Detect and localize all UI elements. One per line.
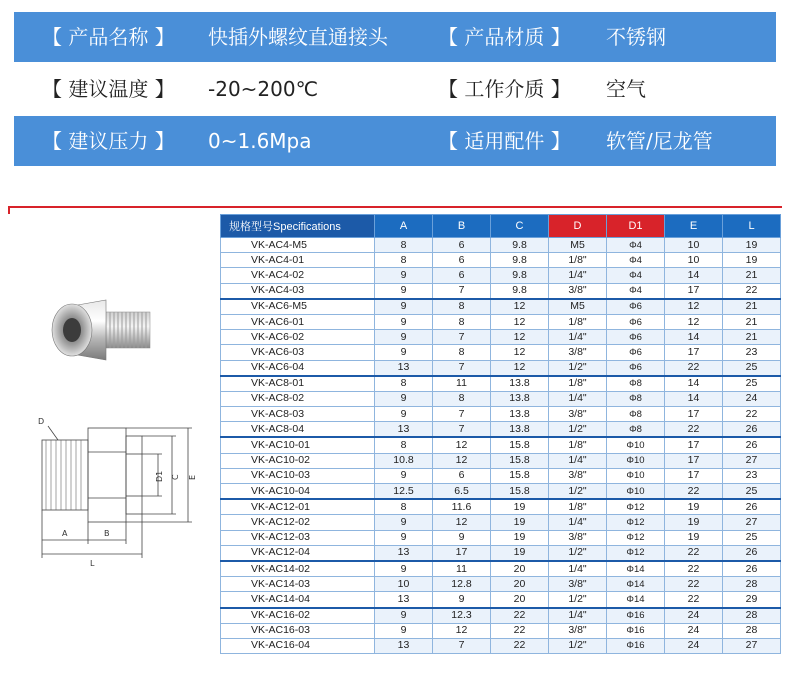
dimension-drawing: [42, 426, 192, 558]
value-cell-c: 20: [491, 561, 549, 577]
value-cell-d1: Φ6: [607, 345, 665, 360]
value-cell-e: 14: [665, 268, 723, 283]
value-cell-d1: Φ6: [607, 330, 665, 345]
fitting-photo: [52, 300, 150, 360]
model-cell: VK-AC12-04: [221, 545, 375, 561]
value-cell-d1: Φ12: [607, 515, 665, 530]
value-cell-b: 7: [433, 360, 491, 376]
value-cell-c: 22: [491, 608, 549, 624]
value-cell-d1: Φ16: [607, 623, 665, 638]
value-cell-e: 17: [665, 437, 723, 453]
model-cell: VK-AC8-02: [221, 391, 375, 406]
model-cell: VK-AC6-M5: [221, 299, 375, 315]
value-cell-a: 9: [375, 561, 433, 577]
value-cell-a: 12.5: [375, 484, 433, 500]
value-cell-e: 17: [665, 283, 723, 299]
value-cell-a: 13: [375, 360, 433, 376]
value-cell-l: 22: [723, 407, 781, 422]
value-fitting: 软管/尼龙管: [606, 129, 713, 153]
model-cell: VK-AC12-01: [221, 499, 375, 515]
value-cell-e: 24: [665, 623, 723, 638]
value-cell-l: 25: [723, 376, 781, 392]
column-header-spec: 规格型号Specifications: [221, 215, 375, 238]
value-cell-b: 6: [433, 268, 491, 283]
value-cell-b: 11.6: [433, 499, 491, 515]
table-row: [221, 345, 781, 360]
value-cell-d1: Φ8: [607, 422, 665, 438]
value-cell-l: 28: [723, 577, 781, 592]
model-cell: VK-AC6-02: [221, 330, 375, 345]
value-cell-c: 9.8: [491, 283, 549, 299]
value-cell-d1: Φ8: [607, 391, 665, 406]
value-cell-a: 10.8: [375, 453, 433, 468]
value-cell-l: 19: [723, 238, 781, 253]
value-cell-e: 22: [665, 561, 723, 577]
value-cell-d1: Φ12: [607, 530, 665, 545]
value-cell-l: 24: [723, 391, 781, 406]
value-cell-c: 15.8: [491, 437, 549, 453]
value-cell-d: 1/8": [549, 253, 607, 268]
value-cell-b: 12: [433, 437, 491, 453]
value-cell-d: 1/8": [549, 437, 607, 453]
value-cell-d1: Φ4: [607, 238, 665, 253]
value-cell-e: 19: [665, 515, 723, 530]
model-cell: VK-AC4-M5: [221, 238, 375, 253]
value-cell-d: M5: [549, 238, 607, 253]
table-row: [221, 608, 781, 624]
value-cell-d: 3/8": [549, 577, 607, 592]
table-row: [221, 422, 781, 438]
value-cell-b: 7: [433, 422, 491, 438]
column-header-e: E: [665, 215, 723, 238]
value-cell-d1: Φ4: [607, 268, 665, 283]
table-row: [221, 283, 781, 299]
value-cell-c: 9.8: [491, 268, 549, 283]
value-cell-a: 13: [375, 545, 433, 561]
value-cell-b: 7: [433, 283, 491, 299]
value-cell-c: 22: [491, 638, 549, 653]
dim-label-d: D: [38, 417, 45, 426]
value-product-name: 快插外螺纹直通接头: [208, 25, 388, 49]
table-row: [221, 468, 781, 483]
value-cell-e: 22: [665, 484, 723, 500]
model-cell: VK-AC10-01: [221, 437, 375, 453]
model-cell: VK-AC10-02: [221, 453, 375, 468]
value-cell-d: 1/2": [549, 592, 607, 608]
model-cell: VK-AC8-04: [221, 422, 375, 438]
label-pressure: 【 建议压力 】: [42, 129, 175, 153]
value-cell-l: 26: [723, 545, 781, 561]
value-cell-c: 15.8: [491, 468, 549, 483]
value-material: 不锈钢: [606, 25, 666, 49]
value-cell-l: 26: [723, 422, 781, 438]
model-cell: VK-AC6-04: [221, 360, 375, 376]
value-cell-e: 14: [665, 330, 723, 345]
value-cell-d: 1/2": [549, 360, 607, 376]
table-row: [221, 561, 781, 577]
spec-table-head: [221, 215, 781, 238]
panel-corner-rule: [8, 206, 10, 214]
value-cell-c: 12: [491, 360, 549, 376]
value-cell-d: 1/4": [549, 330, 607, 345]
value-cell-e: 22: [665, 422, 723, 438]
value-cell-e: 17: [665, 345, 723, 360]
info-row-pressure-fitting: [14, 116, 776, 166]
value-cell-c: 19: [491, 530, 549, 545]
value-cell-a: 10: [375, 577, 433, 592]
value-cell-c: 20: [491, 592, 549, 608]
value-cell-b: 6: [433, 468, 491, 483]
value-cell-l: 28: [723, 623, 781, 638]
table-row: [221, 376, 781, 392]
value-cell-l: 23: [723, 468, 781, 483]
model-cell: VK-AC14-03: [221, 577, 375, 592]
value-cell-d1: Φ12: [607, 545, 665, 561]
label-material: 【 产品材质 】: [438, 25, 571, 49]
model-cell: VK-AC4-01: [221, 253, 375, 268]
value-cell-l: 23: [723, 345, 781, 360]
table-row: [221, 545, 781, 561]
table-row: [221, 437, 781, 453]
value-cell-b: 6: [433, 238, 491, 253]
table-row: [221, 499, 781, 515]
model-cell: VK-AC14-02: [221, 561, 375, 577]
value-temperature: -20~200℃: [208, 77, 319, 101]
model-cell: VK-AC4-02: [221, 268, 375, 283]
column-header-d1: D1: [607, 215, 665, 238]
value-cell-l: 19: [723, 253, 781, 268]
value-cell-l: 29: [723, 592, 781, 608]
dim-label-c: C: [171, 474, 180, 480]
value-cell-a: 8: [375, 499, 433, 515]
value-cell-d: 1/8": [549, 314, 607, 329]
info-row-name-material: [14, 12, 776, 62]
value-cell-l: 21: [723, 299, 781, 315]
value-cell-e: 17: [665, 453, 723, 468]
value-cell-c: 13.8: [491, 391, 549, 406]
value-cell-d1: Φ8: [607, 376, 665, 392]
value-cell-l: 26: [723, 561, 781, 577]
value-cell-a: 9: [375, 345, 433, 360]
dim-label-a: A: [62, 529, 68, 538]
value-medium: 空气: [606, 77, 646, 101]
value-cell-c: 19: [491, 499, 549, 515]
value-cell-l: 27: [723, 638, 781, 653]
column-header-d: D: [549, 215, 607, 238]
value-cell-d: 1/8": [549, 376, 607, 392]
value-cell-l: 28: [723, 608, 781, 624]
value-cell-d: 1/4": [549, 608, 607, 624]
table-row: [221, 530, 781, 545]
value-cell-a: 9: [375, 391, 433, 406]
value-cell-d: 1/2": [549, 638, 607, 653]
model-cell: VK-AC16-02: [221, 608, 375, 624]
value-cell-l: 26: [723, 437, 781, 453]
value-cell-b: 12.3: [433, 608, 491, 624]
value-cell-e: 12: [665, 299, 723, 315]
value-cell-b: 17: [433, 545, 491, 561]
value-cell-b: 11: [433, 561, 491, 577]
value-cell-d1: Φ4: [607, 253, 665, 268]
table-row: [221, 577, 781, 592]
value-pressure: 0~1.6Mpa: [208, 129, 312, 153]
value-cell-d1: Φ16: [607, 638, 665, 653]
value-cell-a: 9: [375, 530, 433, 545]
dim-label-l: L: [90, 559, 95, 568]
value-cell-a: 9: [375, 314, 433, 329]
value-cell-l: 25: [723, 360, 781, 376]
value-cell-e: 14: [665, 376, 723, 392]
value-cell-e: 22: [665, 577, 723, 592]
value-cell-d1: Φ14: [607, 577, 665, 592]
value-cell-l: 21: [723, 268, 781, 283]
value-cell-l: 27: [723, 453, 781, 468]
value-cell-b: 9: [433, 530, 491, 545]
value-cell-d1: Φ10: [607, 484, 665, 500]
model-cell: VK-AC12-02: [221, 515, 375, 530]
spec-panel: [8, 206, 782, 661]
model-cell: VK-AC8-01: [221, 376, 375, 392]
value-cell-e: 24: [665, 608, 723, 624]
value-cell-a: 8: [375, 253, 433, 268]
value-cell-d1: Φ6: [607, 360, 665, 376]
table-row: [221, 330, 781, 345]
value-cell-d1: Φ6: [607, 314, 665, 329]
table-row: [221, 314, 781, 329]
value-cell-d1: Φ16: [607, 608, 665, 624]
value-cell-c: 15.8: [491, 453, 549, 468]
value-cell-e: 22: [665, 545, 723, 561]
model-cell: VK-AC12-03: [221, 530, 375, 545]
value-cell-c: 20: [491, 577, 549, 592]
value-cell-b: 12: [433, 453, 491, 468]
value-cell-e: 17: [665, 468, 723, 483]
value-cell-d1: Φ6: [607, 299, 665, 315]
table-row: [221, 268, 781, 283]
value-cell-a: 13: [375, 422, 433, 438]
value-cell-c: 19: [491, 545, 549, 561]
value-cell-l: 26: [723, 499, 781, 515]
label-medium: 【 工作介质 】: [438, 77, 571, 101]
value-cell-c: 13.8: [491, 407, 549, 422]
value-cell-d1: Φ14: [607, 592, 665, 608]
value-cell-e: 24: [665, 638, 723, 653]
value-cell-c: 12: [491, 345, 549, 360]
value-cell-c: 9.8: [491, 253, 549, 268]
value-cell-a: 13: [375, 638, 433, 653]
value-cell-d1: Φ12: [607, 499, 665, 515]
value-cell-a: 8: [375, 376, 433, 392]
value-cell-c: 13.8: [491, 376, 549, 392]
column-header-c: C: [491, 215, 549, 238]
dim-label-b: B: [104, 529, 110, 538]
value-cell-b: 6.5: [433, 484, 491, 500]
spec-table: [220, 214, 781, 654]
value-cell-a: 9: [375, 515, 433, 530]
value-cell-l: 25: [723, 530, 781, 545]
value-cell-b: 11: [433, 376, 491, 392]
model-cell: VK-AC10-04: [221, 484, 375, 500]
value-cell-d: 1/2": [549, 545, 607, 561]
column-header-l: L: [723, 215, 781, 238]
table-row: [221, 484, 781, 500]
value-cell-b: 6: [433, 253, 491, 268]
value-cell-a: 9: [375, 268, 433, 283]
value-cell-b: 9: [433, 592, 491, 608]
value-cell-c: 12: [491, 299, 549, 315]
value-cell-a: 9: [375, 330, 433, 345]
value-cell-e: 10: [665, 238, 723, 253]
column-header-a: A: [375, 215, 433, 238]
value-cell-b: 12.8: [433, 577, 491, 592]
value-cell-d: 1/4": [549, 268, 607, 283]
value-cell-b: 12: [433, 623, 491, 638]
table-row: [221, 360, 781, 376]
value-cell-l: 27: [723, 515, 781, 530]
value-cell-c: 19: [491, 515, 549, 530]
value-cell-a: 9: [375, 608, 433, 624]
value-cell-d: 1/4": [549, 561, 607, 577]
value-cell-b: 12: [433, 515, 491, 530]
value-cell-l: 22: [723, 283, 781, 299]
value-cell-e: 14: [665, 391, 723, 406]
value-cell-d: 1/2": [549, 484, 607, 500]
value-cell-d: 3/8": [549, 468, 607, 483]
table-row: [221, 253, 781, 268]
value-cell-d: 1/4": [549, 391, 607, 406]
value-cell-l: 21: [723, 330, 781, 345]
value-cell-a: 9: [375, 283, 433, 299]
value-cell-c: 9.8: [491, 238, 549, 253]
value-cell-e: 10: [665, 253, 723, 268]
table-row: [221, 638, 781, 653]
value-cell-d1: Φ8: [607, 407, 665, 422]
value-cell-d: 1/2": [549, 422, 607, 438]
value-cell-c: 12: [491, 330, 549, 345]
value-cell-d: 3/8": [549, 530, 607, 545]
table-row: [221, 515, 781, 530]
value-cell-a: 9: [375, 407, 433, 422]
value-cell-d: 3/8": [549, 345, 607, 360]
value-cell-l: 25: [723, 484, 781, 500]
value-cell-d1: Φ10: [607, 468, 665, 483]
panel-top-rule: [8, 206, 782, 208]
value-cell-a: 8: [375, 437, 433, 453]
table-row: [221, 623, 781, 638]
value-cell-e: 22: [665, 360, 723, 376]
column-header-b: B: [433, 215, 491, 238]
dim-label-d1: D1: [155, 470, 164, 482]
table-row: [221, 391, 781, 406]
value-cell-d1: Φ14: [607, 561, 665, 577]
spec-table-body: [221, 238, 781, 654]
value-cell-d: M5: [549, 299, 607, 315]
value-cell-b: 8: [433, 391, 491, 406]
value-cell-d1: Φ10: [607, 453, 665, 468]
table-row: [221, 407, 781, 422]
value-cell-a: 9: [375, 299, 433, 315]
value-cell-a: 9: [375, 468, 433, 483]
model-cell: VK-AC14-04: [221, 592, 375, 608]
value-cell-e: 12: [665, 314, 723, 329]
value-cell-d: 3/8": [549, 283, 607, 299]
value-cell-d1: Φ10: [607, 437, 665, 453]
value-cell-a: 8: [375, 238, 433, 253]
value-cell-b: 8: [433, 345, 491, 360]
value-cell-b: 7: [433, 407, 491, 422]
value-cell-e: 17: [665, 407, 723, 422]
value-cell-c: 13.8: [491, 422, 549, 438]
value-cell-c: 12: [491, 314, 549, 329]
label-product-name: 【 产品名称 】: [42, 25, 175, 49]
table-row: [221, 453, 781, 468]
label-fitting: 【 适用配件 】: [438, 129, 571, 153]
model-cell: VK-AC6-01: [221, 314, 375, 329]
value-cell-c: 22: [491, 623, 549, 638]
value-cell-b: 7: [433, 330, 491, 345]
table-row: [221, 299, 781, 315]
model-cell: VK-AC16-03: [221, 623, 375, 638]
dim-label-e: E: [188, 474, 197, 480]
value-cell-d: 3/8": [549, 623, 607, 638]
table-row: [221, 592, 781, 608]
value-cell-a: 13: [375, 592, 433, 608]
value-cell-l: 21: [723, 314, 781, 329]
value-cell-c: 15.8: [491, 484, 549, 500]
value-cell-b: 7: [433, 638, 491, 653]
value-cell-d1: Φ4: [607, 283, 665, 299]
value-cell-d: 1/4": [549, 453, 607, 468]
value-cell-b: 8: [433, 299, 491, 315]
model-cell: VK-AC8-03: [221, 407, 375, 422]
value-cell-d: 1/4": [549, 515, 607, 530]
product-drawing: [8, 214, 220, 661]
info-row-temperature-medium: [14, 64, 776, 114]
value-cell-e: 22: [665, 592, 723, 608]
value-cell-e: 19: [665, 530, 723, 545]
model-cell: VK-AC10-03: [221, 468, 375, 483]
value-cell-b: 8: [433, 314, 491, 329]
label-temperature: 【 建议温度 】: [42, 77, 175, 101]
model-cell: VK-AC6-03: [221, 345, 375, 360]
value-cell-d: 1/8": [549, 499, 607, 515]
value-cell-e: 19: [665, 499, 723, 515]
model-cell: VK-AC16-04: [221, 638, 375, 653]
table-row: [221, 238, 781, 253]
value-cell-d: 3/8": [549, 407, 607, 422]
model-cell: VK-AC4-03: [221, 283, 375, 299]
value-cell-a: 9: [375, 623, 433, 638]
